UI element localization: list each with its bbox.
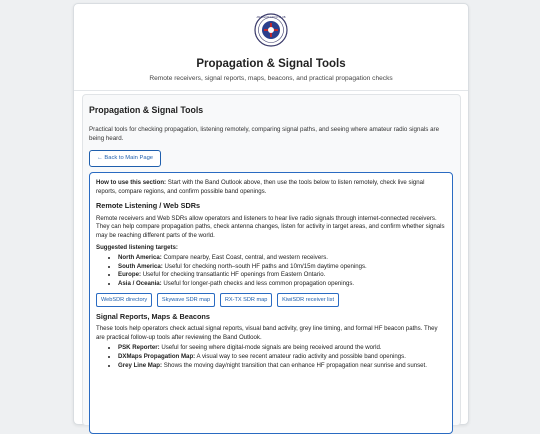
report-tool-name: Grey Line Map: (118, 361, 163, 369)
section-intro: Practical tools for checking propagation, listening remotely, comparing signal paths, and seeing where amateur radio signals are being heard. (89, 126, 440, 142)
sdr-links (96, 293, 446, 307)
logo-text: AMATEUR RADIO CLUB (256, 15, 286, 19)
howto-body: Start with the Band Outlook above, then use the tools below to listen remotely, check live signal reports, compare regions, and confirm possible band openings. (96, 179, 425, 195)
remote-heading: Remote Listening / Web SDRs (96, 201, 201, 211)
list-item (118, 254, 446, 263)
report-tool-desc: A visual way to see recent amateur radio activity and possible band openings. (195, 352, 406, 360)
list-item (118, 353, 446, 362)
targets-list (96, 254, 446, 288)
skywave-sdr-map-button[interactable]: Skywave SDR map (157, 293, 215, 307)
howto-panel (89, 172, 453, 434)
target-desc: Useful for checking north–south HF paths and 10m/15m daytime openings. (162, 262, 367, 270)
list-item (118, 263, 446, 272)
target-desc: Useful for checking transatlantic HF openings from Eastern Ontario. (141, 271, 326, 279)
list-item (118, 344, 446, 353)
reports-text: These tools help operators check actual signal reports, visual band activity, grey line timing, and formal HF beacon paths. They are practical follow-up tools after reviewing the Band Outlook. (96, 325, 438, 341)
howto-text (96, 179, 446, 196)
target-region: South America: (118, 262, 163, 270)
report-tool-desc: Shows the moving day/night transition that can enhance HF propagation near sunrise and sunset. (162, 361, 427, 369)
remote-text: Remote receivers and Web SDRs allow operators and listeners to hear live radio signals through internet-connected receivers. They can help compare propagation paths, check antenna changes, listen for activity in target areas, and confirm whether signals may be reaching different parts of the world. (96, 214, 445, 239)
howto-label: How to use this section: (96, 179, 167, 186)
report-tool-name: DXMaps Propagation Map: (118, 352, 196, 360)
reports-list (96, 344, 446, 370)
rx-tx-sdr-map-button[interactable]: RX-TX SDR map (220, 293, 273, 307)
kiwisdr-receiver-list-button[interactable]: KiwiSDR receiver list (277, 293, 339, 307)
websdr-directory-button[interactable]: WebSDR directory (96, 293, 152, 307)
tools-section (82, 94, 461, 426)
page-title: Propagation & Signal Tools (196, 58, 346, 70)
report-tool-desc: Useful for seeing where digital-mode signals are being received around the world. (159, 344, 382, 352)
section-title: Propagation & Signal Tools (89, 105, 204, 115)
reports-heading: Signal Reports, Maps & Beacons (96, 311, 210, 321)
target-desc: Compare nearby, East Coast, central, and western receivers. (161, 254, 328, 262)
back-to-main-button[interactable]: ← Back to Main Page (89, 150, 161, 167)
club-logo (254, 13, 288, 47)
list-item (118, 362, 446, 371)
target-region: North America: (118, 254, 162, 262)
targets-label: Suggested listening targets: (96, 243, 178, 251)
report-tool-name: PSK Reporter: (118, 344, 160, 352)
list-item (118, 280, 446, 289)
target-region: Europe: (118, 271, 142, 279)
header-divider (74, 90, 468, 91)
list-item (118, 271, 446, 280)
target-desc: Useful for longer-path checks and less common propagation openings. (161, 279, 355, 287)
main-card (73, 3, 469, 425)
target-region: Asia / Oceania: (118, 279, 162, 287)
page-subtitle: Remote receivers, signal reports, maps, beacons, and practical propagation checks (149, 75, 393, 82)
